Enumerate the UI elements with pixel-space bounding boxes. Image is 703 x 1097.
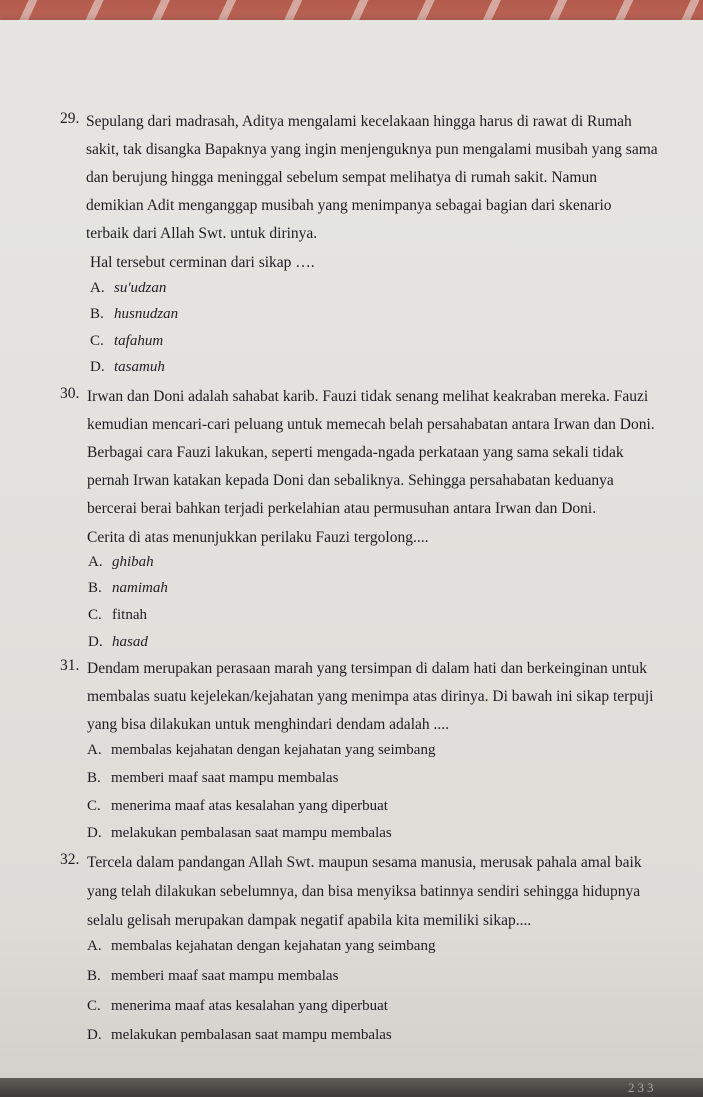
option-text: melakukan pembalasan saat mampu membalas	[111, 825, 392, 841]
option-letter: B.	[87, 770, 101, 786]
option-c	[90, 333, 163, 350]
option-letter: D.	[88, 634, 103, 650]
option-letter: A.	[87, 742, 102, 758]
option-text: memberi maaf saat mampu membalas	[111, 770, 339, 786]
question-text-line: terbaik dari Allah Swt. untuk dirinya.	[86, 225, 318, 242]
option-letter: B.	[88, 580, 102, 596]
option-d	[87, 1027, 392, 1044]
question-text-line: Tercela dalam pandangan Allah Swt. maupun sesama manusia, merusak pahala amal baik	[87, 854, 642, 871]
option-letter: D.	[87, 825, 102, 841]
option-b	[87, 770, 338, 787]
option-letter: C.	[87, 798, 101, 814]
question-text-line: bercerai berai bahkan terjadi perkelahian atau permusuhan antara Irwan dan Doni.	[87, 500, 597, 517]
option-text: membalas kejahatan dengan kejahatan yang seimbang	[111, 742, 436, 758]
question-prompt: Cerita di atas menunjukkan perilaku Fauzi tergolong....	[87, 529, 429, 546]
option-text: menerima maaf atas kesalahan yang diperbuat	[111, 798, 388, 814]
option-text: memberi maaf saat mampu membalas	[111, 968, 339, 984]
option-b	[88, 580, 168, 597]
option-letter: B.	[90, 306, 104, 322]
page-number: 233	[628, 1080, 657, 1095]
question-text-line: Dendam merupakan perasaan marah yang tersimpan di dalam hati dan berkeinginan untuk	[87, 660, 647, 677]
option-letter: B.	[87, 968, 101, 984]
question-number: 30.	[60, 385, 80, 402]
option-text: husnudzan	[114, 306, 179, 322]
question-text-line: dan berujung hingga meninggal sebelum sempat melihatya di rumah sakit. Namun	[86, 169, 597, 186]
question-number: 31.	[60, 657, 80, 674]
question-text-line: sakit, tak disangka Bapaknya yang ingin menjenguknya pun mengalami musibah yang sama	[86, 141, 658, 158]
option-text: melakukan pembalasan saat mampu membalas	[111, 1027, 392, 1043]
option-text: ghibah	[112, 554, 154, 570]
option-a	[87, 938, 435, 955]
option-b	[90, 306, 178, 323]
option-letter: A.	[88, 554, 103, 570]
question-text-line: membalas suatu kejelekan/kejahatan yang menimpa atas dirinya. Di bawah ini sikap terpuji	[87, 688, 654, 705]
option-text: menerima maaf atas kesalahan yang diperbuat	[111, 998, 388, 1014]
question-text-line: Irwan dan Doni adalah sahabat karib. Fauzi tidak senang melihat keakraban mereka. Fauzi	[87, 388, 649, 405]
option-letter: C.	[88, 607, 102, 623]
option-a	[88, 554, 154, 571]
question-text-line: kemudian mencari-cari peluang untuk memecah belah persahabatan antara Irwan dan Doni.	[87, 416, 655, 433]
question-text-line: yang telah dilakukan sebelumnya, dan bisa menyiksa batinnya sendiri sehingga hidupnya	[87, 883, 641, 900]
option-letter: A.	[87, 938, 102, 954]
question-text-line: Berbagai cara Fauzi lakukan, seperti mengada-ngada perkataan yang sama sekali tidak	[87, 444, 624, 461]
option-b	[87, 968, 338, 985]
option-letter: D.	[87, 1027, 102, 1043]
option-text: fitnah	[112, 607, 147, 623]
option-text: tasamuh	[114, 359, 165, 375]
option-c	[88, 607, 147, 624]
option-d	[90, 359, 165, 376]
option-c	[87, 998, 388, 1015]
option-letter: C.	[87, 998, 101, 1014]
question-number: 32.	[60, 851, 80, 868]
question-text-line: selalu gelisah merupakan dampak negatif apabila kita memiliki sikap....	[87, 912, 532, 929]
question-text-line: demikian Adit menganggap musibah yang menimpanya sebagai bagian dari skenario	[86, 197, 612, 214]
option-letter: A.	[90, 280, 105, 296]
question-text-line: Sepulang dari madrasah, Aditya mengalami kecelakaan hingga harus di rawat di Rumah	[86, 113, 632, 130]
option-text: tafahum	[114, 333, 164, 349]
option-text: su'udzan	[114, 280, 167, 296]
option-a	[87, 742, 435, 759]
option-text: membalas kejahatan dengan kejahatan yang seimbang	[111, 938, 436, 954]
option-letter: C.	[90, 333, 104, 349]
option-letter: D.	[90, 359, 105, 375]
option-d	[87, 825, 392, 842]
option-c	[87, 798, 388, 815]
question-text-line: yang bisa dilakukan untuk menghindari dendam adalah ....	[87, 716, 450, 733]
option-text: hasad	[112, 634, 148, 650]
option-a	[90, 280, 166, 297]
question-number: 29.	[60, 110, 80, 127]
option-d	[88, 634, 148, 651]
question-text-line: pernah Irwan katakan kepada Doni dan sebaliknya. Sehingga persahabatan keduanya	[87, 472, 614, 489]
question-prompt: Hal tersebut cerminan dari sikap ….	[90, 254, 315, 271]
option-text: namimah	[112, 580, 168, 596]
